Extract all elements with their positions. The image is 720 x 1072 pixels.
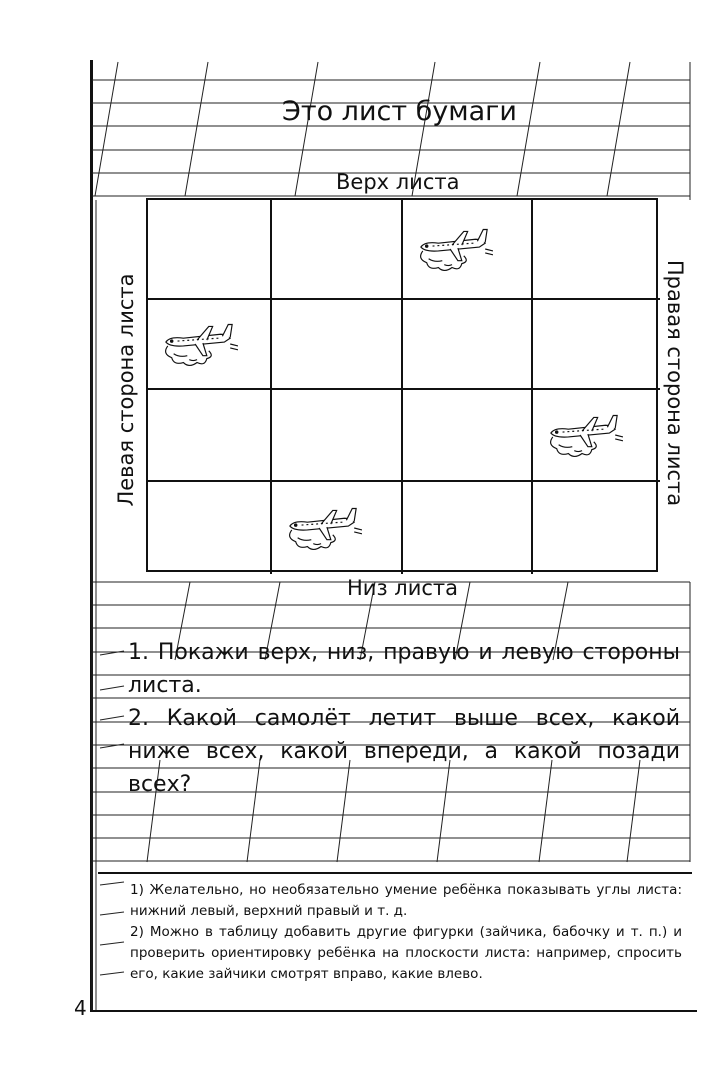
bottom-of-sheet-label: Низ листа [347, 576, 458, 600]
grid-cell-r2-c1 [148, 300, 272, 390]
grid-cell-r2-c3 [403, 300, 533, 390]
task-2: 2. Какой самолёт летит выше всех, какой ниже всех, какой впереди, а какой позади всех? [128, 706, 680, 797]
grid-cell-r1-c3 [403, 200, 533, 300]
grid-cell-r1-c1 [148, 200, 272, 300]
task-list [128, 636, 680, 801]
footnote-divider [98, 872, 692, 874]
airplane-icon [415, 225, 493, 273]
page-title: Это лист бумаги [282, 96, 517, 127]
grid-cell-r1-c2 [272, 200, 403, 300]
right-side-label: Правая сторона листа [663, 259, 687, 507]
left-side-label: Левая сторона листа [114, 273, 138, 507]
grid-cell-r2-c2 [272, 300, 403, 390]
grid-cell-r3-c3 [403, 390, 533, 482]
grid-cell-r3-c4 [533, 390, 660, 482]
footnote-1: 1) Желательно, но необязательно умение ребёнка показывать углы листа: нижний левый, верхний правый и т. д. [130, 882, 682, 919]
footnote-2: 2) Можно в таблицу добавить другие фигурки (зайчика, бабочку и т. п.) и проверить ориентировку ребёнка на плоскости листа: например, спросить его, какие зайчики смотрят вправо, какие влево. [130, 924, 682, 982]
task-1: 1. Покажи верх, низ, правую и левую стороны листа. [128, 640, 680, 698]
grid-cell-r4-c3 [403, 482, 533, 574]
top-of-sheet-label: Верх листа [336, 170, 460, 194]
airplane-icon [545, 411, 623, 459]
sheet-grid [146, 198, 658, 572]
grid-cell-r3-c2 [272, 390, 403, 482]
grid-cell-r4-c2 [272, 482, 403, 574]
grid-cell-r3-c1 [148, 390, 272, 482]
grid-cell-r1-c4 [533, 200, 660, 300]
footnotes [130, 880, 682, 985]
page-number: 4 [74, 996, 87, 1020]
grid-cell-r2-c4 [533, 300, 660, 390]
airplane-icon [160, 320, 238, 368]
grid-cell-r4-c4 [533, 482, 660, 574]
grid-cell-r4-c1 [148, 482, 272, 574]
airplane-icon [284, 504, 362, 552]
